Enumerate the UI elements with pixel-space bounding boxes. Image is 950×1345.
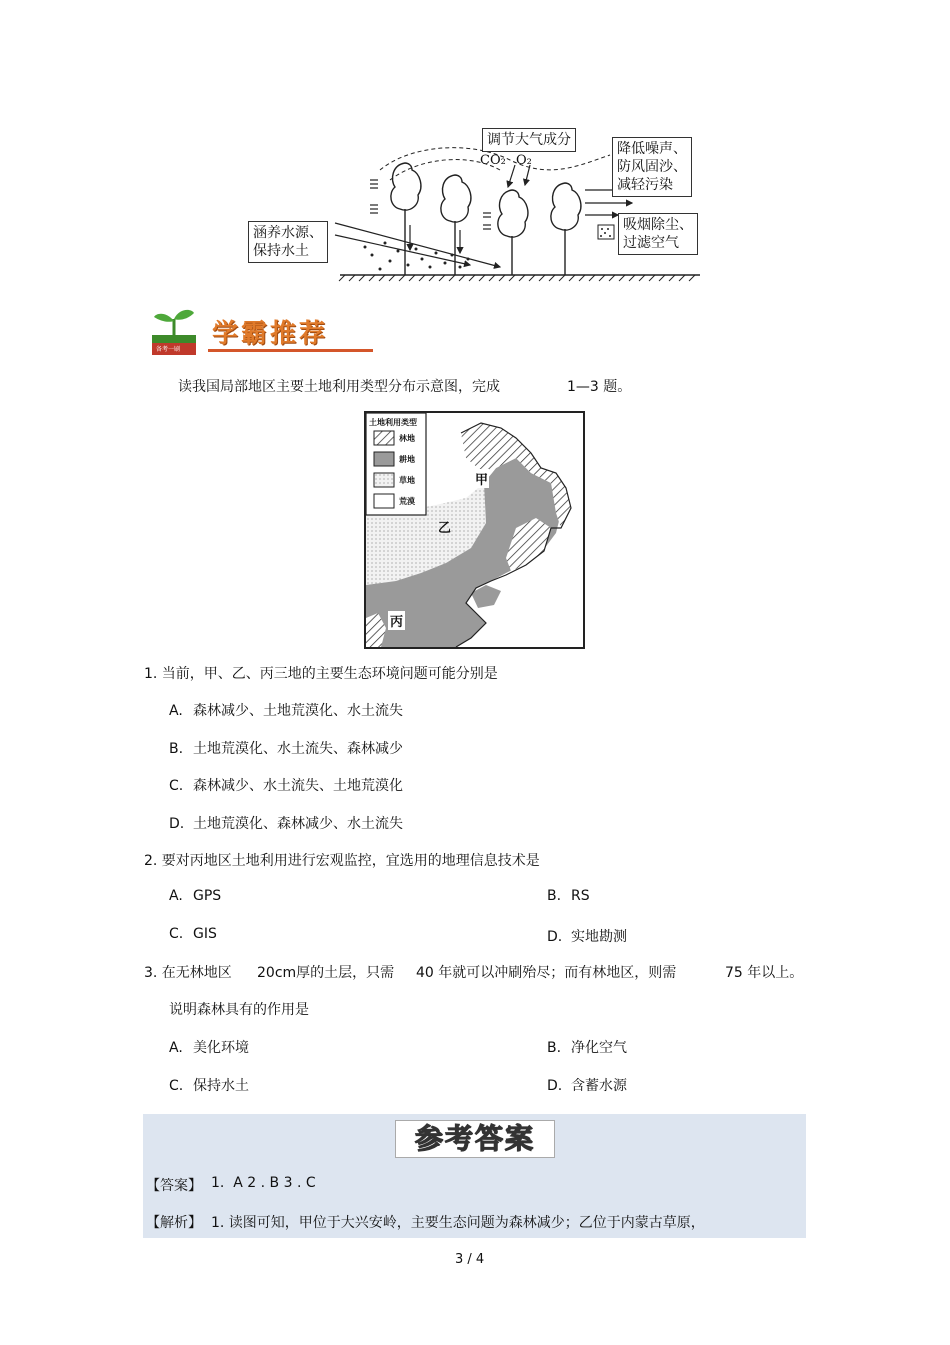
q3-option-b-text: 净化空气 bbox=[571, 1040, 627, 1056]
legend-grassland: 草地 bbox=[399, 476, 415, 485]
q1-option-c-text: 森林减少、水土流失、土地荒漠化 bbox=[193, 778, 403, 794]
q1-option-b-letter: B. bbox=[169, 741, 184, 757]
page-number: 3 / 4 bbox=[455, 1252, 485, 1267]
answer-label: 【答案】 bbox=[146, 1178, 202, 1194]
answer-text: 1. A 2 . B 3 . C bbox=[211, 1175, 316, 1191]
q1-option-b[interactable] bbox=[169, 738, 403, 758]
question-1-stem: 1. 当前，甲、乙、丙三地的主要生态环境问题可能分别是 bbox=[144, 666, 498, 682]
banner-underline bbox=[208, 349, 373, 352]
q2-option-b[interactable] bbox=[547, 888, 590, 904]
q2-option-c-text: GIS bbox=[193, 926, 217, 942]
q3-option-a-letter: A. bbox=[169, 1040, 183, 1056]
q2-option-c[interactable] bbox=[169, 926, 217, 942]
q1-option-a[interactable] bbox=[169, 700, 403, 720]
q3-option-d-text: 含蓄水源 bbox=[571, 1078, 627, 1094]
analysis-text: 1. 读图可知，甲位于大兴安岭，主要生态问题为森林减少；乙位于内蒙古草原， bbox=[211, 1215, 705, 1231]
q1-option-b-text: 土地荒漠化、水土流失、森林减少 bbox=[193, 741, 403, 757]
q3-option-c-letter: C. bbox=[169, 1078, 184, 1094]
q3-option-b-letter: B. bbox=[547, 1040, 562, 1056]
question-3-stem-part-3: 40 年就可以冲刷殆尽；而有林地区，则需 bbox=[416, 965, 677, 981]
legend-title: 土地利用类型 bbox=[369, 418, 417, 427]
q3-option-b[interactable] bbox=[547, 1037, 627, 1057]
label-regulate-air: 调节大气成分 bbox=[482, 128, 576, 152]
intro-text: 读我国局部地区主要土地利用类型分布示意图，完成 bbox=[178, 379, 500, 395]
legend-desert: 荒漠 bbox=[399, 497, 415, 506]
question-3-stem-line-2: 说明森林具有的作用是 bbox=[169, 1002, 309, 1018]
forest-function-diagram bbox=[240, 125, 710, 285]
q3-option-a-text: 美化环境 bbox=[193, 1040, 249, 1056]
q2-option-d[interactable] bbox=[547, 926, 627, 946]
q2-option-b-letter: B. bbox=[547, 888, 562, 904]
map-label-yi: 乙 bbox=[438, 521, 452, 536]
q2-option-b-text: RS bbox=[571, 888, 590, 904]
q2-option-d-text: 实地勘测 bbox=[571, 929, 627, 945]
q1-option-d[interactable] bbox=[169, 813, 403, 833]
q1-option-a-text: 森林减少、土地荒漠化、水土流失 bbox=[193, 703, 403, 719]
q1-option-c[interactable] bbox=[169, 775, 403, 795]
label-absorb-dust: 吸烟除尘、 过滤空气 bbox=[618, 213, 698, 255]
land-use-map bbox=[364, 411, 585, 649]
q1-option-d-text: 土地荒漠化、森林减少、水土流失 bbox=[193, 816, 403, 832]
answer-title: 参考答案 bbox=[395, 1120, 555, 1158]
q1-option-d-letter: D. bbox=[169, 816, 185, 832]
q2-option-a-text: GPS bbox=[193, 888, 222, 904]
q1-option-a-letter: A. bbox=[169, 703, 183, 719]
answer-panel bbox=[143, 1114, 806, 1238]
banner-title: 学霸推荐 bbox=[212, 319, 329, 349]
q2-option-c-letter: C. bbox=[169, 926, 184, 942]
recommend-banner bbox=[150, 305, 380, 360]
q3-option-c-text: 保持水土 bbox=[193, 1078, 249, 1094]
question-3-stem-part-2: 20cm厚的土层，只需 bbox=[257, 965, 395, 981]
q3-option-d[interactable] bbox=[547, 1075, 627, 1095]
q2-option-a-letter: A. bbox=[169, 888, 183, 904]
q3-option-d-letter: D. bbox=[547, 1078, 563, 1094]
question-2-stem: 2. 要对丙地区土地利用进行宏观监控，宜选用的地理信息技术是 bbox=[144, 853, 540, 869]
question-3-stem-part-4: 75 年以上。 bbox=[725, 965, 804, 981]
analysis-label: 【解析】 bbox=[146, 1215, 202, 1231]
label-reduce-noise: 降低噪声、 防风固沙、 减轻污染 bbox=[612, 137, 692, 197]
label-co2: CO₂ bbox=[480, 153, 506, 168]
legend-farmland: 耕地 bbox=[399, 455, 415, 464]
question-3-stem-part-1: 3. 在无林地区 bbox=[144, 965, 232, 981]
intro-range: 1—3 题。 bbox=[567, 379, 632, 395]
label-o2: O₂ bbox=[516, 153, 532, 168]
q3-option-a[interactable] bbox=[169, 1037, 249, 1057]
q3-option-c[interactable] bbox=[169, 1075, 249, 1095]
map-label-bing: 丙 bbox=[388, 611, 405, 630]
label-conserve-water: 涵养水源、 保持水土 bbox=[248, 221, 328, 263]
banner-badge: 备考一刷 bbox=[156, 346, 181, 353]
map-label-jia: 甲 bbox=[474, 469, 489, 488]
q2-option-d-letter: D. bbox=[547, 929, 563, 945]
q1-option-c-letter: C. bbox=[169, 778, 184, 794]
legend-forest: 林地 bbox=[399, 434, 415, 443]
q2-option-a[interactable] bbox=[169, 888, 221, 904]
